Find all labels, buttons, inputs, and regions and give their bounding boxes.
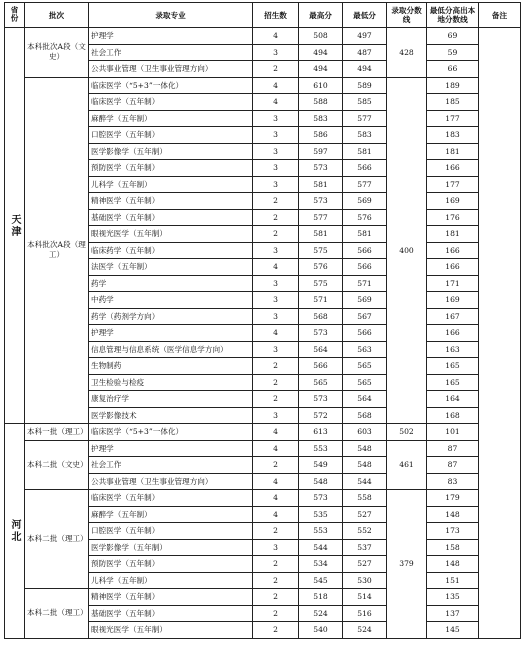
min-cell: 565: [343, 374, 387, 391]
plan-cell: 3: [253, 176, 299, 193]
min-cell: 544: [343, 473, 387, 490]
min-cell: 567: [343, 308, 387, 325]
min-cell: 563: [343, 341, 387, 358]
plan-cell: 3: [253, 292, 299, 309]
table-row: [5, 424, 521, 441]
max-cell: 508: [299, 28, 343, 45]
max-cell: 573: [299, 325, 343, 342]
min-cell: 576: [343, 209, 387, 226]
table-row: [5, 77, 521, 94]
major-cell: 临床医学（五年制）: [89, 490, 253, 507]
max-cell: 568: [299, 308, 343, 325]
major-cell: 儿科学（五年制）: [89, 176, 253, 193]
max-cell: 548: [299, 473, 343, 490]
min-cell: 585: [343, 94, 387, 111]
min-cell: 548: [343, 457, 387, 474]
plan-cell: 2: [253, 391, 299, 408]
min-cell: 571: [343, 275, 387, 292]
header-note: 备注: [479, 3, 521, 28]
table-row: [5, 28, 521, 45]
max-cell: 613: [299, 424, 343, 441]
diff-cell: 69: [427, 28, 479, 45]
min-cell: 564: [343, 391, 387, 408]
min-cell: 589: [343, 77, 387, 94]
major-cell: 药学: [89, 275, 253, 292]
major-cell: 临床药学（五年制）: [89, 242, 253, 259]
major-cell: 精神医学（五年制）: [89, 193, 253, 210]
major-cell: 精神医学（五年制）: [89, 589, 253, 606]
diff-cell: 168: [427, 407, 479, 424]
plan-cell: 4: [253, 325, 299, 342]
max-cell: 573: [299, 391, 343, 408]
batch-cell: 本科二批（理工）: [25, 490, 89, 589]
table-row: [5, 440, 521, 457]
max-cell: 524: [299, 605, 343, 622]
max-cell: 564: [299, 341, 343, 358]
line-cell: 502: [387, 424, 427, 441]
min-cell: 565: [343, 358, 387, 375]
max-cell: 575: [299, 242, 343, 259]
diff-cell: 166: [427, 325, 479, 342]
major-cell: 康复治疗学: [89, 391, 253, 408]
diff-cell: 135: [427, 589, 479, 606]
max-cell: 494: [299, 44, 343, 61]
plan-cell: 3: [253, 407, 299, 424]
min-cell: 577: [343, 176, 387, 193]
plan-cell: 2: [253, 226, 299, 243]
max-cell: 597: [299, 143, 343, 160]
plan-cell: 4: [253, 440, 299, 457]
plan-cell: 3: [253, 160, 299, 177]
max-cell: 545: [299, 572, 343, 589]
header-min: 最低分: [343, 3, 387, 28]
min-cell: 487: [343, 44, 387, 61]
plan-cell: 3: [253, 44, 299, 61]
plan-cell: 4: [253, 424, 299, 441]
min-cell: 581: [343, 226, 387, 243]
plan-cell: 2: [253, 605, 299, 622]
min-cell: 566: [343, 160, 387, 177]
min-cell: 569: [343, 292, 387, 309]
min-cell: 603: [343, 424, 387, 441]
plan-cell: 4: [253, 94, 299, 111]
line-cell: 428: [387, 28, 427, 78]
major-cell: 临床医学（五年制）: [89, 94, 253, 111]
plan-cell: 2: [253, 374, 299, 391]
diff-cell: 165: [427, 358, 479, 375]
major-cell: 药学（药剂学方向）: [89, 308, 253, 325]
major-cell: 法医学（五年制）: [89, 259, 253, 276]
plan-cell: 4: [253, 77, 299, 94]
min-cell: 494: [343, 61, 387, 78]
major-cell: 社会工作: [89, 457, 253, 474]
major-cell: 眼视光医学（五年制）: [89, 226, 253, 243]
max-cell: 535: [299, 506, 343, 523]
admission-score-table: [4, 2, 521, 639]
major-cell: 预防医学（五年制）: [89, 556, 253, 573]
line-cell: 461: [387, 440, 427, 490]
diff-cell: 145: [427, 622, 479, 639]
plan-cell: 4: [253, 473, 299, 490]
diff-cell: 87: [427, 440, 479, 457]
plan-cell: 3: [253, 308, 299, 325]
max-cell: 575: [299, 275, 343, 292]
header-diff: 最低分高出本地分数线: [427, 3, 479, 28]
diff-cell: 148: [427, 506, 479, 523]
plan-cell: 3: [253, 110, 299, 127]
diff-cell: 181: [427, 226, 479, 243]
line-cell: 379: [387, 490, 427, 639]
min-cell: 527: [343, 556, 387, 573]
plan-cell: 2: [253, 523, 299, 540]
plan-cell: 4: [253, 28, 299, 45]
max-cell: 581: [299, 176, 343, 193]
diff-cell: 189: [427, 77, 479, 94]
diff-cell: 137: [427, 605, 479, 622]
plan-cell: 2: [253, 61, 299, 78]
diff-cell: 177: [427, 110, 479, 127]
diff-cell: 164: [427, 391, 479, 408]
min-cell: 530: [343, 572, 387, 589]
major-cell: 儿科学（五年制）: [89, 572, 253, 589]
major-cell: 医学影像技术: [89, 407, 253, 424]
max-cell: 576: [299, 259, 343, 276]
max-cell: 586: [299, 127, 343, 144]
plan-cell: 3: [253, 242, 299, 259]
min-cell: 583: [343, 127, 387, 144]
plan-cell: 4: [253, 490, 299, 507]
min-cell: 537: [343, 539, 387, 556]
batch-cell: 本科批次A段（文史）: [25, 28, 89, 78]
header-row: [5, 3, 521, 28]
major-cell: 中药学: [89, 292, 253, 309]
min-cell: 514: [343, 589, 387, 606]
diff-cell: 87: [427, 457, 479, 474]
major-cell: 临床医学（“5+3”一体化）: [89, 77, 253, 94]
major-cell: 社会工作: [89, 44, 253, 61]
province-cell-tianjin: 天津: [5, 28, 25, 424]
table-row: [5, 589, 521, 606]
batch-cell: 本科二批（理工）: [25, 589, 89, 639]
major-cell: 口腔医学（五年制）: [89, 523, 253, 540]
max-cell: 494: [299, 61, 343, 78]
diff-cell: 173: [427, 523, 479, 540]
max-cell: 565: [299, 374, 343, 391]
diff-cell: 66: [427, 61, 479, 78]
max-cell: 573: [299, 193, 343, 210]
min-cell: 516: [343, 605, 387, 622]
plan-cell: 4: [253, 506, 299, 523]
major-cell: 口腔医学（五年制）: [89, 127, 253, 144]
header-line: 录取分数线: [387, 3, 427, 28]
diff-cell: 166: [427, 242, 479, 259]
diff-cell: 101: [427, 424, 479, 441]
major-cell: 临床医学（“5+3”一体化）: [89, 424, 253, 441]
max-cell: 573: [299, 160, 343, 177]
min-cell: 527: [343, 506, 387, 523]
min-cell: 568: [343, 407, 387, 424]
major-cell: 护理学: [89, 440, 253, 457]
plan-cell: 2: [253, 209, 299, 226]
table-row: [5, 490, 521, 507]
major-cell: 医学影像学（五年制）: [89, 539, 253, 556]
diff-cell: 171: [427, 275, 479, 292]
diff-cell: 163: [427, 341, 479, 358]
diff-cell: 166: [427, 259, 479, 276]
diff-cell: 185: [427, 94, 479, 111]
max-cell: 571: [299, 292, 343, 309]
major-cell: 眼视光医学（五年制）: [89, 622, 253, 639]
min-cell: 552: [343, 523, 387, 540]
min-cell: 566: [343, 259, 387, 276]
min-cell: 581: [343, 143, 387, 160]
batch-cell: 本科批次A段（理工）: [25, 77, 89, 424]
diff-cell: 167: [427, 308, 479, 325]
province-cell-hebei: 河北: [5, 424, 25, 639]
plan-cell: 3: [253, 341, 299, 358]
plan-cell: 3: [253, 143, 299, 160]
diff-cell: 83: [427, 473, 479, 490]
plan-cell: 2: [253, 622, 299, 639]
plan-cell: 2: [253, 457, 299, 474]
max-cell: 572: [299, 407, 343, 424]
diff-cell: 158: [427, 539, 479, 556]
line-cell: 400: [387, 77, 427, 424]
max-cell: 549: [299, 457, 343, 474]
plan-cell: 2: [253, 193, 299, 210]
min-cell: 566: [343, 242, 387, 259]
major-cell: 护理学: [89, 28, 253, 45]
max-cell: 553: [299, 440, 343, 457]
max-cell: 540: [299, 622, 343, 639]
diff-cell: 148: [427, 556, 479, 573]
max-cell: 577: [299, 209, 343, 226]
min-cell: 569: [343, 193, 387, 210]
plan-cell: 2: [253, 572, 299, 589]
major-cell: 公共事业管理（卫生事业管理方向）: [89, 473, 253, 490]
max-cell: 583: [299, 110, 343, 127]
major-cell: 护理学: [89, 325, 253, 342]
min-cell: 577: [343, 110, 387, 127]
major-cell: 基础医学（五年制）: [89, 605, 253, 622]
major-cell: 生物制药: [89, 358, 253, 375]
header-major: 录取专业: [89, 3, 253, 28]
major-cell: 公共事业管理（卫生事业管理方向）: [89, 61, 253, 78]
diff-cell: 166: [427, 160, 479, 177]
plan-cell: 4: [253, 259, 299, 276]
diff-cell: 165: [427, 374, 479, 391]
major-cell: 卫生检验与检疫: [89, 374, 253, 391]
diff-cell: 59: [427, 44, 479, 61]
batch-cell: 本科一批（理工）: [25, 424, 89, 441]
min-cell: 548: [343, 440, 387, 457]
max-cell: 534: [299, 556, 343, 573]
diff-cell: 183: [427, 127, 479, 144]
min-cell: 558: [343, 490, 387, 507]
plan-cell: 3: [253, 539, 299, 556]
plan-cell: 2: [253, 589, 299, 606]
min-cell: 566: [343, 325, 387, 342]
max-cell: 588: [299, 94, 343, 111]
header-province: 省份: [5, 3, 25, 28]
diff-cell: 169: [427, 292, 479, 309]
max-cell: 544: [299, 539, 343, 556]
note-cell: [479, 28, 521, 639]
major-cell: 医学影像学（五年制）: [89, 143, 253, 160]
max-cell: 581: [299, 226, 343, 243]
min-cell: 497: [343, 28, 387, 45]
major-cell: 麻醉学（五年制）: [89, 110, 253, 127]
max-cell: 518: [299, 589, 343, 606]
plan-cell: 2: [253, 556, 299, 573]
admission-score-table-container: [4, 2, 521, 639]
diff-cell: 177: [427, 176, 479, 193]
header-plan: 招生数: [253, 3, 299, 28]
major-cell: 信息管理与信息系统（医学信息学方向）: [89, 341, 253, 358]
max-cell: 553: [299, 523, 343, 540]
diff-cell: 181: [427, 143, 479, 160]
diff-cell: 179: [427, 490, 479, 507]
major-cell: 预防医学（五年制）: [89, 160, 253, 177]
diff-cell: 169: [427, 193, 479, 210]
header-max: 最高分: [299, 3, 343, 28]
major-cell: 基础医学（五年制）: [89, 209, 253, 226]
plan-cell: 3: [253, 127, 299, 144]
plan-cell: 3: [253, 275, 299, 292]
major-cell: 麻醉学（五年制）: [89, 506, 253, 523]
diff-cell: 176: [427, 209, 479, 226]
max-cell: 573: [299, 490, 343, 507]
plan-cell: 2: [253, 358, 299, 375]
diff-cell: 151: [427, 572, 479, 589]
max-cell: 610: [299, 77, 343, 94]
min-cell: 524: [343, 622, 387, 639]
header-batch: 批次: [25, 3, 89, 28]
batch-cell: 本科二批（文史）: [25, 440, 89, 490]
max-cell: 566: [299, 358, 343, 375]
